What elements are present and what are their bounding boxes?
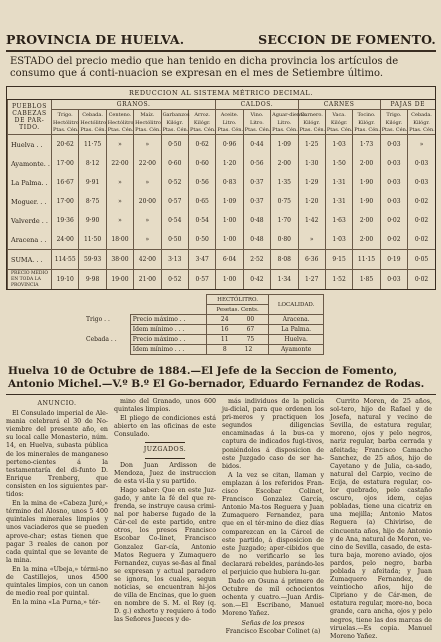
town-cell: Valverde . .: [8, 211, 52, 230]
table-row: [8, 270, 436, 290]
column-header: Arroz.: [188, 110, 215, 121]
price-cell: »: [134, 135, 161, 155]
column-header: Cebada.: [408, 110, 435, 121]
town-cell: PRECIO MEDIO EN TODA LA PROVINCIA: [8, 270, 52, 290]
currency-label: Ptas. Cén.: [326, 127, 353, 133]
unit-header: [380, 120, 407, 135]
juzgados-para: Don Juan Ardisson de Mendoza, Juez de instruccion de esta vi-lla y su partido.: [114, 461, 216, 485]
price-cell: 1·52: [325, 270, 352, 290]
price-cell: 6·04: [216, 250, 243, 270]
price-cell: 1·34: [271, 270, 298, 290]
price-cell: 0·02: [408, 270, 435, 290]
table-row: [8, 250, 436, 270]
currency-label: Ptas. Cén.: [354, 127, 380, 133]
intro-text: ESTADO del precio medio que han tenido en dicha provincia los artículos de consumo que á conti-nuacion se expresan en el mes de Setiembre último.: [10, 56, 399, 79]
price-cell: 0·03: [380, 154, 407, 173]
price-cell: 0·60: [188, 154, 215, 173]
price-cell: 11·75: [79, 135, 106, 155]
header-rule: [6, 50, 436, 52]
grain-label: Cebada . .: [86, 336, 117, 343]
column-header: Cebada.: [79, 110, 106, 121]
unit-header: [161, 120, 188, 135]
price-cell: 9·15: [325, 250, 352, 270]
price-cell: 9·98: [79, 270, 106, 290]
price-cell: »: [106, 192, 133, 211]
price-cell: 0·52: [161, 270, 188, 290]
table-row: [8, 211, 436, 230]
unit-header: [298, 120, 325, 135]
anuncio-heading: ANUNCIO.: [37, 400, 77, 407]
price-cell: 1·20: [216, 154, 243, 173]
price-cell: 0·54: [161, 211, 188, 230]
price-cell: 20·62: [52, 135, 79, 155]
price-cell: 8·12: [79, 154, 106, 173]
price-cell: 1·00: [216, 230, 243, 250]
group-caldos: CALDOS.: [216, 100, 298, 110]
locality-value: Ayamonte: [269, 345, 324, 355]
pesetas-value: 24: [220, 316, 229, 323]
cents-value: 00: [246, 316, 255, 323]
unit-label: Kilógr.: [358, 120, 375, 126]
price-cell: 2·52: [243, 250, 270, 270]
column-divider: [145, 458, 185, 459]
price-cell: 1·03: [325, 135, 352, 155]
unit-label: Kilógr.: [166, 120, 184, 126]
price-cell: 9·91: [79, 173, 106, 192]
price-cell: 0·42: [243, 270, 270, 290]
price-cell: 19·10: [52, 270, 79, 290]
price-cell: 1·20: [298, 192, 325, 211]
price-cell: 2·00: [271, 154, 298, 173]
table-row: [8, 154, 436, 173]
price-cell: 0·50: [161, 135, 188, 155]
currency-label: Ptas. Cén.: [272, 127, 298, 133]
column-divider: [145, 442, 185, 443]
price-cell: 1·35: [271, 173, 298, 192]
price-cell: 0·02: [408, 211, 435, 230]
table-row: [8, 173, 436, 192]
anuncio-para: En la mina «La Purna,» tér-: [12, 599, 101, 607]
currency-label: Ptas. Cén.: [162, 127, 189, 133]
price-cell: 0·02: [380, 230, 407, 250]
price-cell: 0·03: [380, 173, 407, 192]
price-cell: 0·75: [271, 192, 298, 211]
unit-header: [79, 120, 106, 135]
price-cell: 1·31: [325, 192, 352, 211]
table-row: [8, 192, 436, 211]
price-cell: 1·03: [325, 230, 352, 250]
locality-value: La Palma.: [269, 325, 324, 335]
text-columns: [6, 398, 436, 642]
measure-label: Precio máximo . .: [130, 315, 206, 325]
price-cell: »: [106, 173, 133, 192]
unit-header: [243, 120, 270, 135]
price-value: [206, 335, 268, 345]
cents-value: 12: [244, 346, 253, 353]
price-cell: 17·00: [52, 154, 79, 173]
price-cell: 3·13: [161, 250, 188, 270]
price-cell: 18·00: [106, 230, 133, 250]
price-cell: 1·90: [353, 192, 380, 211]
group-carnes: CARNES: [298, 100, 380, 110]
price-cell: 0·48: [243, 211, 270, 230]
anuncio-para: El Consulado imperial de Ale-mania celebrará el 30 de No-viembre del presente año, en su local calle Monasterio, núm. 14, en Huelva, subasta pública de los minerales de manganeso perteno-cientes á la testamentaría del di-funto D. Enrique Trenberg, que consisten en los siguientes par-tidos:: [6, 410, 108, 499]
price-cell: 0·52: [161, 173, 188, 192]
pueblos-header: PUEBLOS CABEZAS DE PAR-TIDO.: [8, 100, 52, 135]
price-cell: 1·09: [271, 135, 298, 155]
pesetas-value: 16: [220, 326, 229, 333]
price-cell: 2·00: [353, 211, 380, 230]
price-value: [206, 315, 268, 325]
column-header: Centeno.: [106, 110, 133, 121]
column-header: Carnero.: [298, 110, 325, 121]
price-cell: 22·00: [134, 154, 161, 173]
currency-label: Ptas. Cén.: [53, 127, 79, 133]
price-cell: 1·70: [271, 211, 298, 230]
price-cell: 0·96: [216, 135, 243, 155]
price-cell: 0·03: [408, 154, 435, 173]
price-cell: 0·48: [243, 230, 270, 250]
column-header: Vaca.: [325, 110, 352, 121]
signoff-rule: [6, 394, 436, 395]
group-pajas: PAJAS DE: [380, 100, 435, 110]
column-4: [330, 398, 432, 642]
unit-header: [188, 120, 215, 135]
price-cell: 11·15: [353, 250, 380, 270]
extremes-table: [84, 294, 324, 355]
price-cell: 22·00: [106, 154, 133, 173]
extremes-row: [84, 315, 324, 325]
price-cell: 11·50: [79, 230, 106, 250]
pesetas-value: 8: [222, 346, 227, 353]
grain-label: Trigo . .: [86, 316, 110, 323]
price-cell: 0·56: [188, 173, 215, 192]
unit-label: Litro.: [250, 120, 264, 126]
price-cell: »: [106, 211, 133, 230]
town-cell: Huelva . .: [8, 135, 52, 155]
price-cell: 0·83: [216, 173, 243, 192]
unit-label: Litro.: [222, 120, 237, 126]
unit-header: [216, 120, 243, 135]
price-cell: 0·19: [380, 250, 407, 270]
measure-label: Idem mínimo . . .: [130, 345, 206, 355]
price-cell: »: [134, 173, 161, 192]
price-cell: »: [106, 135, 133, 155]
juzgados-para: Hago saber: Que en este Juz-gado, y ante la fé del que re-frenda, se instruye causa crimi-nal por haberse fugado de la Cár-cel de este partido, entre otros, los presos Francisco Escobar Co-linet, Francisco Gonzalez Gar-cía, Antonio Matos Reguera y Zumaquero Fernandez, cuyas se-ñas al final se expresan y actual paradero se ignora, los cuales, segun noticias, se encuentran hi-jos de villa de Encinas, que lo guen en nombre de S. M. el Rey (q. D. g.) exhorto y requiero á todo las Señores Jueces y de-: [114, 486, 216, 624]
column-header: Aceite.: [216, 110, 243, 121]
currency-label: Ptas. Cén.: [80, 127, 107, 133]
price-cell: 42·00: [134, 250, 161, 270]
currency-label: Ptas. Cén.: [244, 127, 271, 133]
cents-value: 67: [246, 326, 255, 333]
currency-label: Ptas. Cén.: [189, 127, 216, 133]
juzgados-heading: JUZGADOS.: [143, 446, 187, 454]
price-cell: 9·90: [79, 211, 106, 230]
prices-grid: [7, 100, 435, 289]
price-cell: 0·80: [271, 230, 298, 250]
price-cell: 1·00: [216, 211, 243, 230]
price-cell: 0·37: [243, 173, 270, 192]
juzgados-para: A la vez se citan, llaman y emplazan á los referidos Fran-cisco Escobar Colinet, Francisco Gonzalez García, Antonio Ma-tos Reguera y Juan Zumaquero Fernandez, para que en el tér-mino de diez días comparezcan en la Cárcel de este partido, á disposicion de este Juzgado; aper-cibidos que de no verificarlo se les declarará rebeldes, parándo-les el perjuicio que hubiera lu-gar.: [222, 471, 324, 576]
price-cell: 8·08: [271, 250, 298, 270]
price-cell: 114·55: [52, 250, 79, 270]
table-caption: REDUCCION AL SISTEMA MÉTRICO DECIMAL.: [7, 87, 435, 100]
unit-label: Hectólitro: [53, 120, 79, 126]
price-cell: 1·25: [298, 135, 325, 155]
price-cell: 59·93: [79, 250, 106, 270]
price-value: [206, 325, 268, 335]
currency-label: Ptas. Cén.: [381, 127, 408, 133]
sub-header-pesetas: Pesetas. Cents.: [206, 305, 268, 315]
price-cell: 0·02: [380, 211, 407, 230]
price-cell: 21·00: [134, 270, 161, 290]
grain-label: [84, 345, 130, 355]
price-cell: 0·03: [380, 135, 407, 155]
price-cell: 1·90: [353, 173, 380, 192]
price-cell: 0·03: [380, 270, 407, 290]
price-value: [206, 345, 268, 355]
town-cell: SUMA. . .: [8, 250, 52, 270]
extremes-row: [84, 325, 324, 335]
price-cell: 0·02: [408, 192, 435, 211]
price-cell: 2·00: [353, 154, 380, 173]
anuncio-para: En la mina de «Cabeza Juré,» término del Alosno, unos 5 400 quintales minerales limpios y unos vaciaderos que se pueden aprove-char; estas tienen que pagar 3 reales de canon por cada quintal que se levante de la mina.: [6, 500, 108, 564]
unit-label: Hectólitro: [80, 120, 107, 126]
price-cell: 0·56: [243, 154, 270, 173]
price-cell: 0·65: [188, 192, 215, 211]
measure-label: Precio máximo . .: [130, 335, 206, 345]
price-cell: 0·62: [188, 135, 215, 155]
price-cell: 0·57: [188, 270, 215, 290]
province-title: PROVINCIA DE HUELVA.: [6, 32, 185, 47]
price-cell: 0·50: [161, 230, 188, 250]
currency-label: Ptas. Cén.: [107, 127, 134, 133]
price-cell: »: [134, 211, 161, 230]
price-cell: 0·02: [408, 230, 435, 250]
price-cell: »: [298, 230, 325, 250]
signoff-text: Huelva 10 de Octubre de 1884.—El Jefe de la Seccion de Fomento, Antonio Michel.—V.º B.º El Go-bernador, Eduardo Fernandez de Rodas.: [8, 365, 425, 390]
unit-label: Kilógr.: [330, 120, 348, 126]
unit-label: Kilógr.: [385, 120, 403, 126]
unit-header: [271, 120, 298, 135]
column-2: [114, 398, 216, 642]
price-cell: 0·54: [188, 211, 215, 230]
price-cell: 0·50: [188, 230, 215, 250]
price-cell: 38·00: [106, 250, 133, 270]
price-cell: »: [134, 230, 161, 250]
extremes-row: [84, 335, 324, 345]
grain-label: [84, 325, 130, 335]
price-cell: 1·63: [325, 211, 352, 230]
price-table: [6, 86, 436, 290]
currency-label: Ptas. Cén.: [299, 127, 326, 133]
price-cell: 0·44: [243, 135, 270, 155]
town-cell: Ayamonte. .: [8, 154, 52, 173]
column-header: Tocino.: [353, 110, 380, 121]
column-header: Trigo.: [52, 110, 79, 121]
locality-value: Huelva.: [269, 335, 324, 345]
price-cell: 20·00: [134, 192, 161, 211]
sub-header-hectolitro: HECTÓLITRO.: [206, 295, 268, 305]
price-cell: 8·75: [79, 192, 106, 211]
locality-value: Aracena.: [269, 315, 324, 325]
juzgados-para: Dado en Osuna á primero de Octubre de mil ochocientos ochenta y cuatro.—Juan Ardis-son.—El Escribano, Manuel Moreno Yañez.: [222, 578, 324, 618]
price-cell: 1·29: [298, 173, 325, 192]
unit-header: [353, 120, 380, 135]
unit-label: Litro.: [277, 120, 292, 126]
price-cell: 2·00: [353, 230, 380, 250]
price-cell: 24·00: [52, 230, 79, 250]
price-cell: 1·31: [325, 173, 352, 192]
unit-label: Hectólitro: [107, 120, 134, 126]
price-cell: 17·00: [52, 192, 79, 211]
price-cell: 19·36: [52, 211, 79, 230]
table-row: [8, 135, 436, 155]
juzgados-para: Currito Moren, de 25 años, sol-tero, hijo de Rafael y de Josefa, natural y vecino de Sevilla, de estatura regular, moreno, ojos y pelo negros, nariz regular, barba cerrada y afeitada; Francisco Camacho Sanchez, de 25 años, hijo de Cayetano y de Julia, ca-sado, natural del Carpio, vecino de Ecija, de estatura regular, co-lor quebrado, pelo castaño oscuro, ojos idem, cejas pobladas, tiene una cicatriz en una mejilla; Antonio Matos Reguera (a) Chiviriso, de cincuenta años, hijo de Antonio y de Ana, natural de Moron, ve-cino de Sevilla, casado, de esta-tura baja, moreno aviado, ojos pardos, pelo negro, barba poblada y afeitada; y Juan Zumaquero Fernandez, de veintiocho años, hijo de Cipriano y de Cár-men, de estatura regular, more-no, boca grande, cara ancha, ojos y pelo negros, tiene las dos marcas de viruelas.—Es copia. Manuel Moreno Yañez.: [330, 398, 432, 640]
fugitive-name: Francisco Escobar Colinet (a): [225, 627, 321, 635]
unit-header: [106, 120, 133, 135]
unit-label: Kilógr.: [413, 120, 430, 126]
column-3: [222, 398, 324, 642]
price-cell: 1·50: [325, 154, 352, 173]
price-cell: 16·67: [52, 173, 79, 192]
currency-label: Ptas. Cén.: [135, 127, 161, 133]
column-header: Vino.: [243, 110, 270, 121]
price-cell: »: [408, 135, 435, 155]
town-cell: Moguer. . .: [8, 192, 52, 211]
anuncio-para: El pliego de condiciones está abierto en las oficinas de este Consulado.: [114, 415, 216, 439]
price-cell: 0·37: [243, 192, 270, 211]
unit-label: Hectólitro: [135, 120, 161, 126]
price-cell: 0·60: [161, 154, 188, 173]
measure-label: Idem mínimo . . .: [130, 325, 206, 335]
price-cell: 1·00: [216, 270, 243, 290]
price-cell: 19·00: [106, 270, 133, 290]
pesetas-value: 11: [220, 336, 229, 343]
price-cell: 3·47: [188, 250, 215, 270]
anuncio-para: En la mina «Ubeja,» térmi-no de Castillejos, unos 4500 quintales limpios, con un canon de medio real por quintal.: [6, 565, 108, 598]
unit-header: [134, 120, 161, 135]
currency-label: Ptas. Cén.: [409, 127, 435, 133]
price-cell: 0·03: [380, 192, 407, 211]
price-cell: 1·09: [216, 192, 243, 211]
table-row: [8, 230, 436, 250]
unit-label: Kilógr.: [303, 120, 320, 126]
currency-label: Ptas. Cén.: [217, 127, 244, 133]
price-cell: 1·27: [298, 270, 325, 290]
cents-value: 75: [246, 336, 255, 343]
section-title: SECCION DE FOMENTO.: [258, 32, 436, 47]
price-cell: 1·73: [353, 135, 380, 155]
extremes-row: [84, 345, 324, 355]
sub-header-localidad: LOCALIDAD.: [269, 295, 324, 315]
unit-header: [52, 120, 79, 135]
column-1: [6, 398, 108, 642]
price-cell: 1·85: [353, 270, 380, 290]
town-cell: Aracena . .: [8, 230, 52, 250]
column-header: Maíz.: [134, 110, 161, 121]
anuncio-para: mino del Granado, unos 600 quintales limpios.: [114, 398, 216, 414]
column-header: Aguar-diente.: [271, 110, 298, 121]
town-cell: La Palma. .: [8, 173, 52, 192]
unit-header: [325, 120, 352, 135]
unit-label: Kilógr.: [193, 120, 211, 126]
senas-heading: Señas de los presos: [241, 619, 305, 627]
price-cell: 6·36: [298, 250, 325, 270]
price-cell: 0·05: [408, 250, 435, 270]
column-header: Garbanzos: [161, 110, 188, 121]
column-header: Trigo.: [380, 110, 407, 121]
price-cell: 0·03: [408, 173, 435, 192]
price-cell: 0·57: [161, 192, 188, 211]
price-cell: 1·30: [298, 154, 325, 173]
juzgados-para: más individuos de la policía ju-dicial, para que ordenen los pri-meros y practiquen los segundos diligencias encaminadas á la bus-ca y captura de indicados fugi-tivos, poniéndolos á disposicion de este Juzgado caso de ser ha-bidos.: [222, 398, 324, 470]
price-cell: 1·42: [298, 211, 325, 230]
group-granos: GRANOS.: [52, 100, 216, 110]
newspaper-page: [6, 4, 436, 640]
section-header: [6, 32, 436, 47]
unit-header: [408, 120, 435, 135]
